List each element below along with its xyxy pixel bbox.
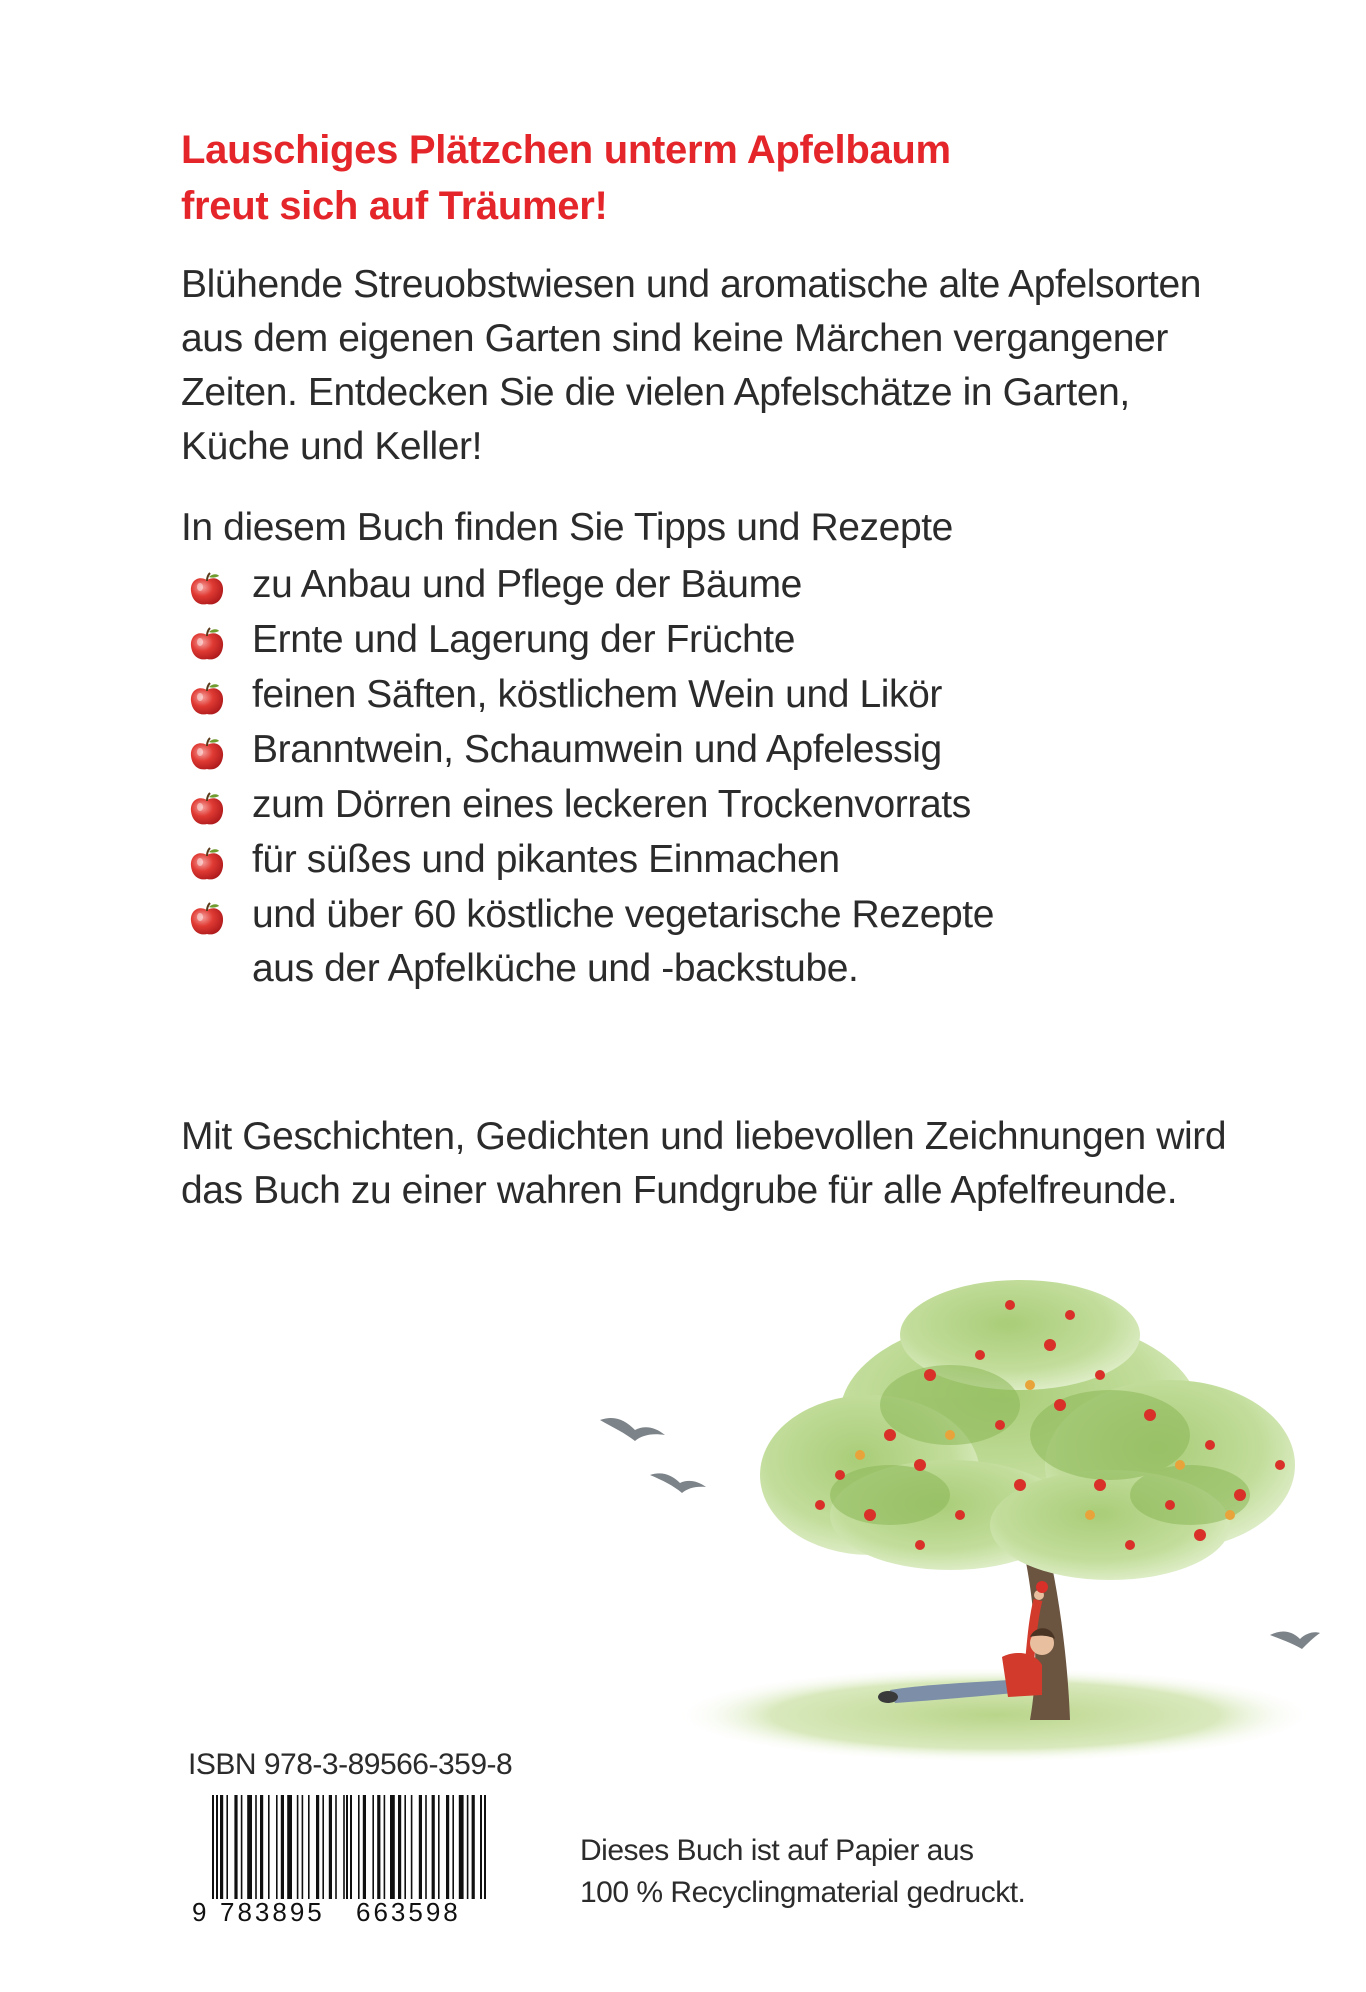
apple-bullet-icon [188,792,226,828]
list-item-text: Branntwein, Schaumwein und Apfelessig [252,728,942,771]
apple-tree-illustration [590,1265,1320,1765]
intro-line: Zeiten. Entdecken Sie die vielen Apfelschätze in Garten, [181,371,1130,414]
list-item-text: aus der Apfelküche und -backstube. [252,947,859,990]
list-item-text: feinen Säften, köstlichem Wein und Likör [252,673,942,716]
list-intro-line: In diesem Buch finden Sie Tipps und Rezepte [181,506,953,549]
list-item [181,723,1281,777]
headline-line: Lauschiges Plätzchen unterm Apfelbaum [181,128,951,172]
list-item-text: für süßes und pikantes Einmachen [252,838,840,881]
headline-line: freut sich auf Träumer! [181,184,608,228]
outro-line: das Buch zu einer wahren Fundgrube für alle Apfelfreunde. [181,1169,1178,1212]
apple-bullet-icon [188,627,226,663]
barcode-digit-first: 9 [192,1897,207,1925]
list-item [181,778,1281,832]
intro-line: Blühende Streuobstwiesen und aromatische alte Apfelsorten [181,263,1202,306]
outro-line: Mit Geschichten, Gedichten und liebevollen Zeichnungen wird [181,1115,1227,1158]
list-item [181,668,1281,722]
list-item [181,888,1281,996]
recycling-note [580,1830,1025,1914]
intro-paragraph [181,258,1281,474]
list-item [181,558,1281,612]
apple-bullet-icon [188,737,226,773]
list-item-text: Ernte und Lagerung der Früchte [252,618,796,661]
barcode-digits-right: 663598 [356,1897,461,1925]
intro-line: aus dem eigenen Garten sind keine Märchen vergangener [181,317,1168,360]
list-item [181,833,1281,887]
list-item [181,613,1281,667]
outro-paragraph [181,1110,1281,1218]
intro-line: Küche und Keller! [181,425,483,468]
headline [181,122,1231,234]
feature-list [181,558,1281,996]
apple-bullet-icon [188,682,226,718]
list-item-text: und über 60 köstliche vegetarische Rezepte [252,893,995,936]
list-item-text: zu Anbau und Pflege der Bäume [252,563,802,606]
apple-bullet-icon [188,847,226,883]
list-item-text: zum Dörren eines leckeren Trockenvorrats [252,783,971,826]
barcode-digits-left: 783895 [220,1897,325,1925]
list-intro [181,501,1281,555]
barcode [190,1795,500,1925]
apple-bullet-icon [188,572,226,608]
isbn: ISBN 978-3-89566-359-8 [188,1748,513,1781]
apple-bullet-icon [188,902,226,938]
note-line: Dieses Buch ist auf Papier aus [580,1834,974,1867]
note-line: 100 % Recyclingmaterial gedruckt. [580,1876,1026,1909]
